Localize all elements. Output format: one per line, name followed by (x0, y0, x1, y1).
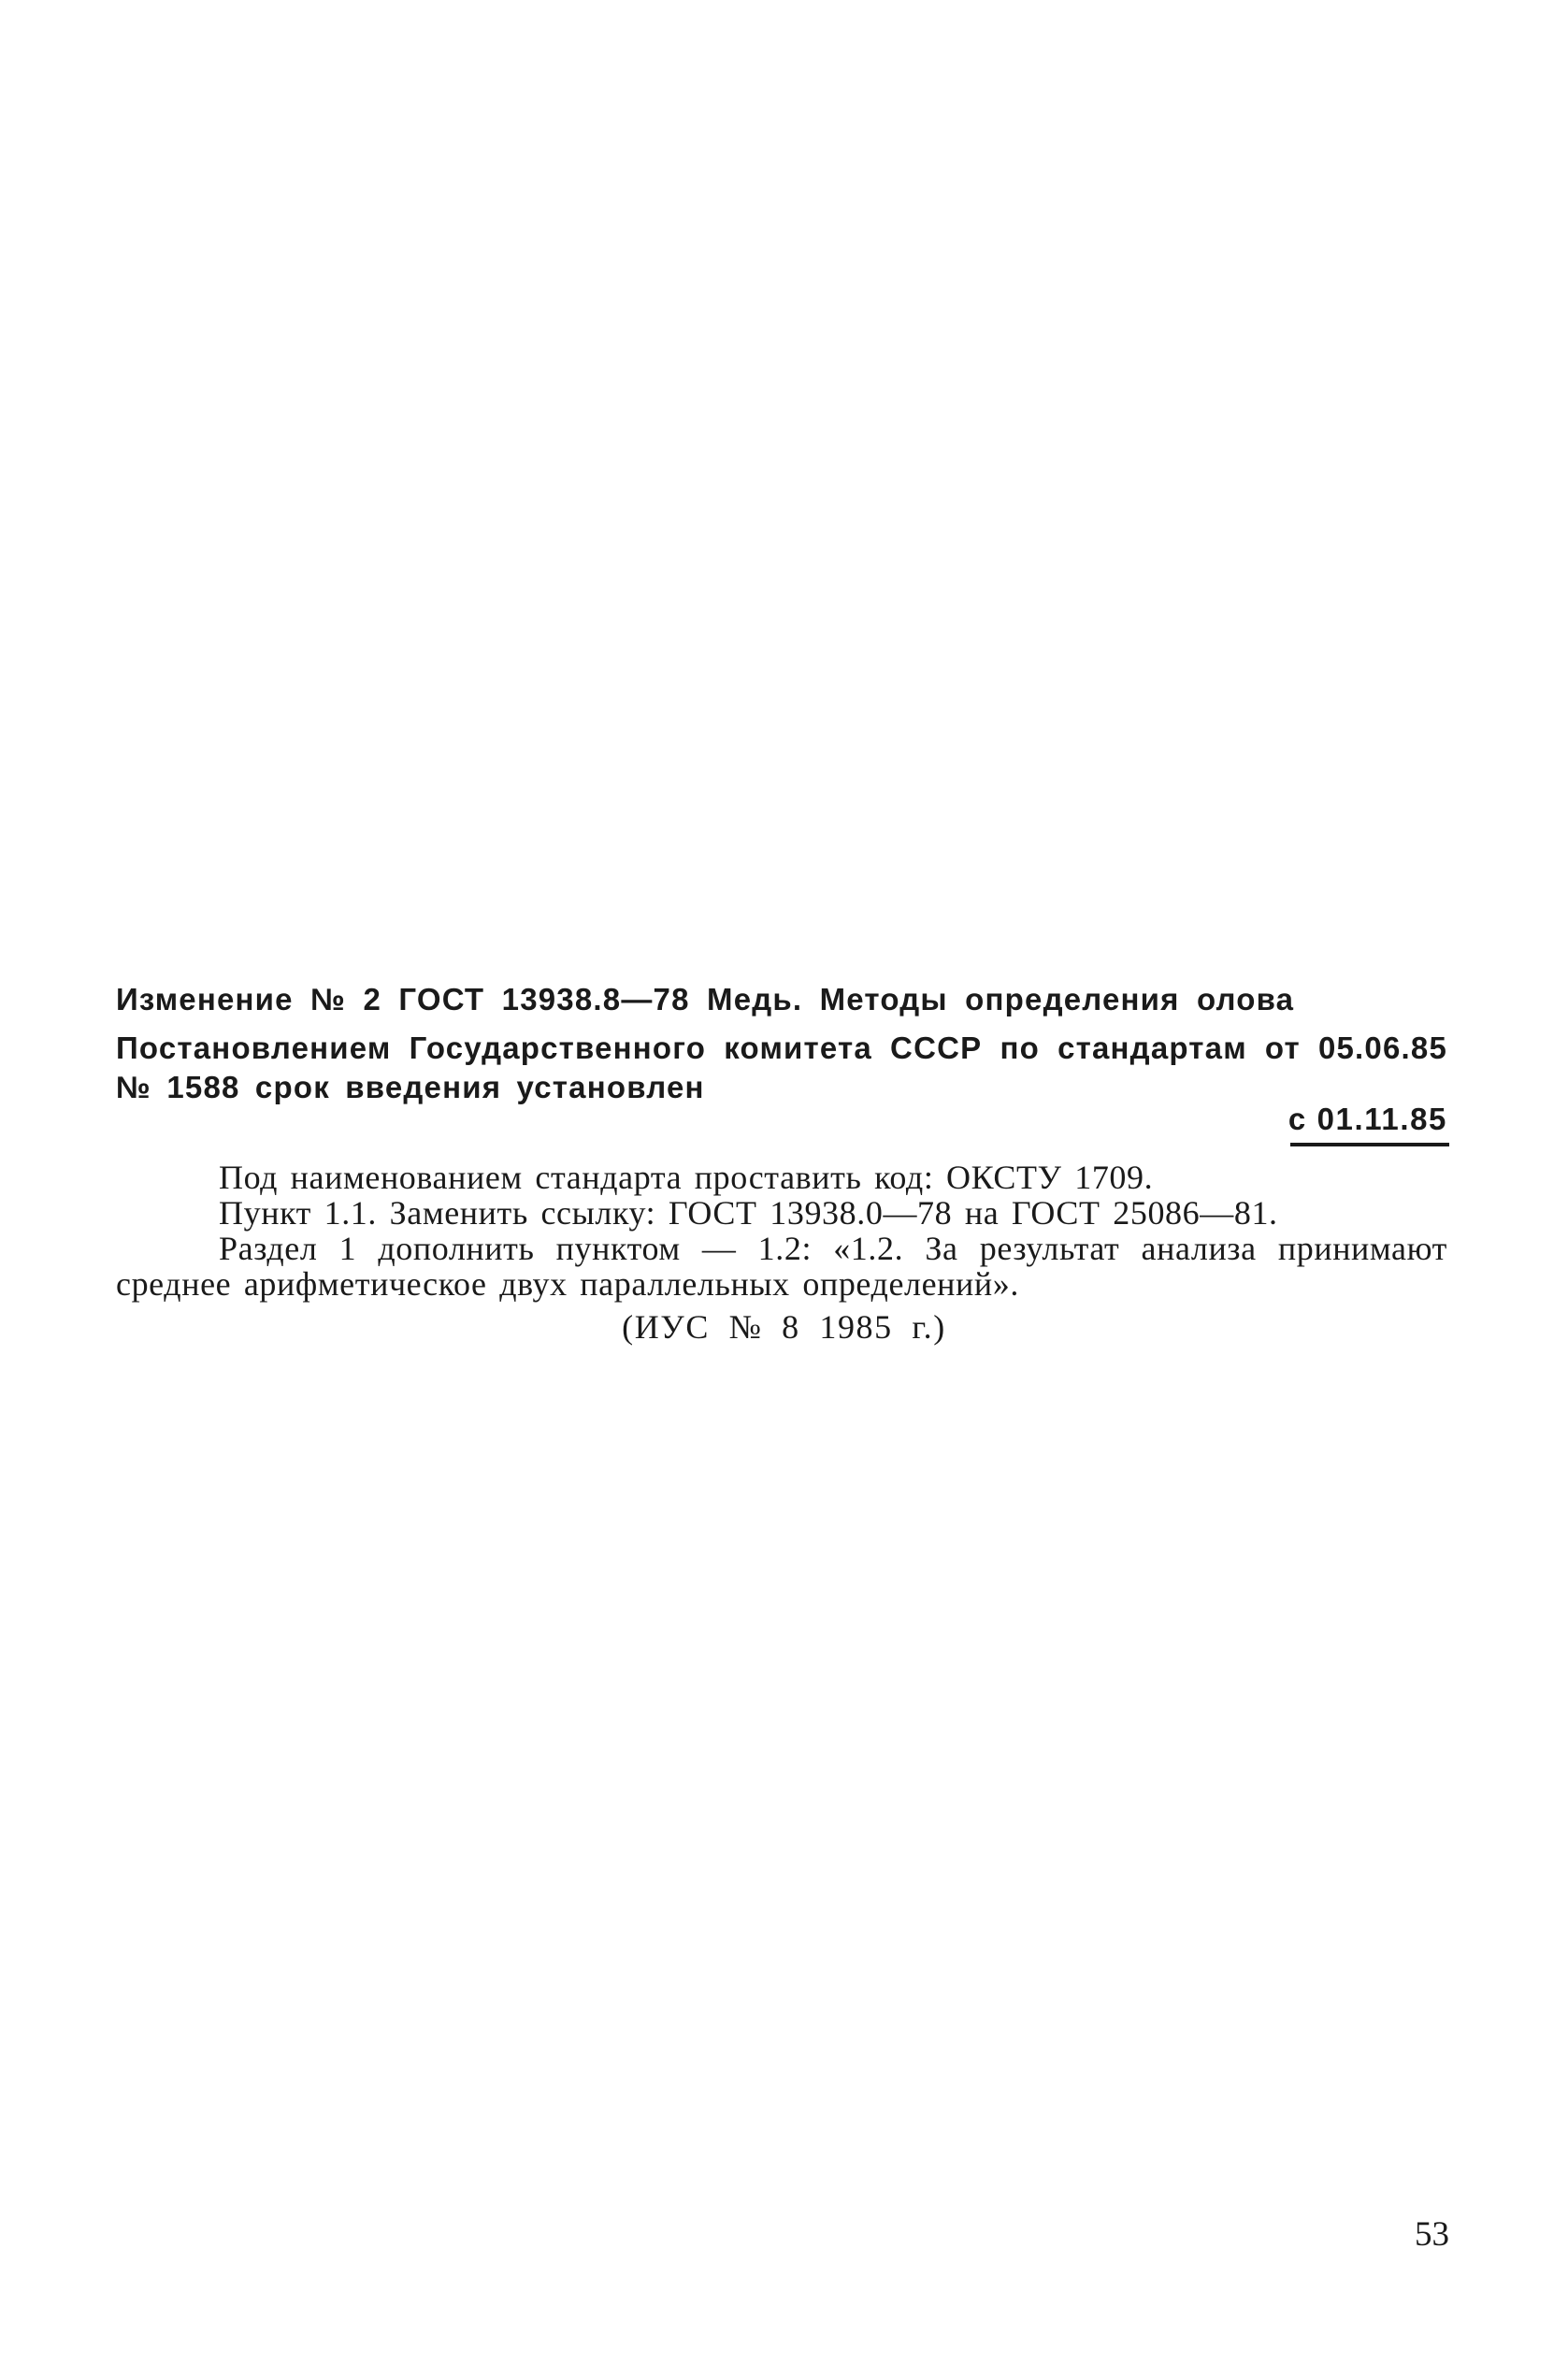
source-reference: (ИУС № 8 1985 г.) (622, 1308, 946, 1346)
effective-date: с 01.11.85 (1287, 1102, 1447, 1136)
paragraph-clause-1-1: Пункт 1.1. Заменить ссылку: ГОСТ 13938.0—78 на ГОСТ 25086—81. (219, 1194, 1278, 1232)
amendment-body (116, 1159, 1447, 1303)
paragraph-section-1-addition: Раздел 1 дополнить пунктом — 1.2: «1.2. За результат анализа принимают среднее арифметическое двух параллельных определений». (116, 1230, 1447, 1303)
effective-date-underline (1290, 1143, 1449, 1146)
decree-statement: Постановлением Государственного комитета СССР по стандартам от 05.06.85 № 1588 срок введения установлен (116, 1031, 1447, 1104)
paragraph-okstu-code: Под наименованием стандарта проставить код: ОКСТУ 1709. (219, 1159, 1154, 1196)
page-number: 53 (1415, 2215, 1449, 2254)
amendment-title: Изменение № 2 ГОСТ 13938.8—78 Медь. Методы определения олова (116, 982, 1295, 1016)
